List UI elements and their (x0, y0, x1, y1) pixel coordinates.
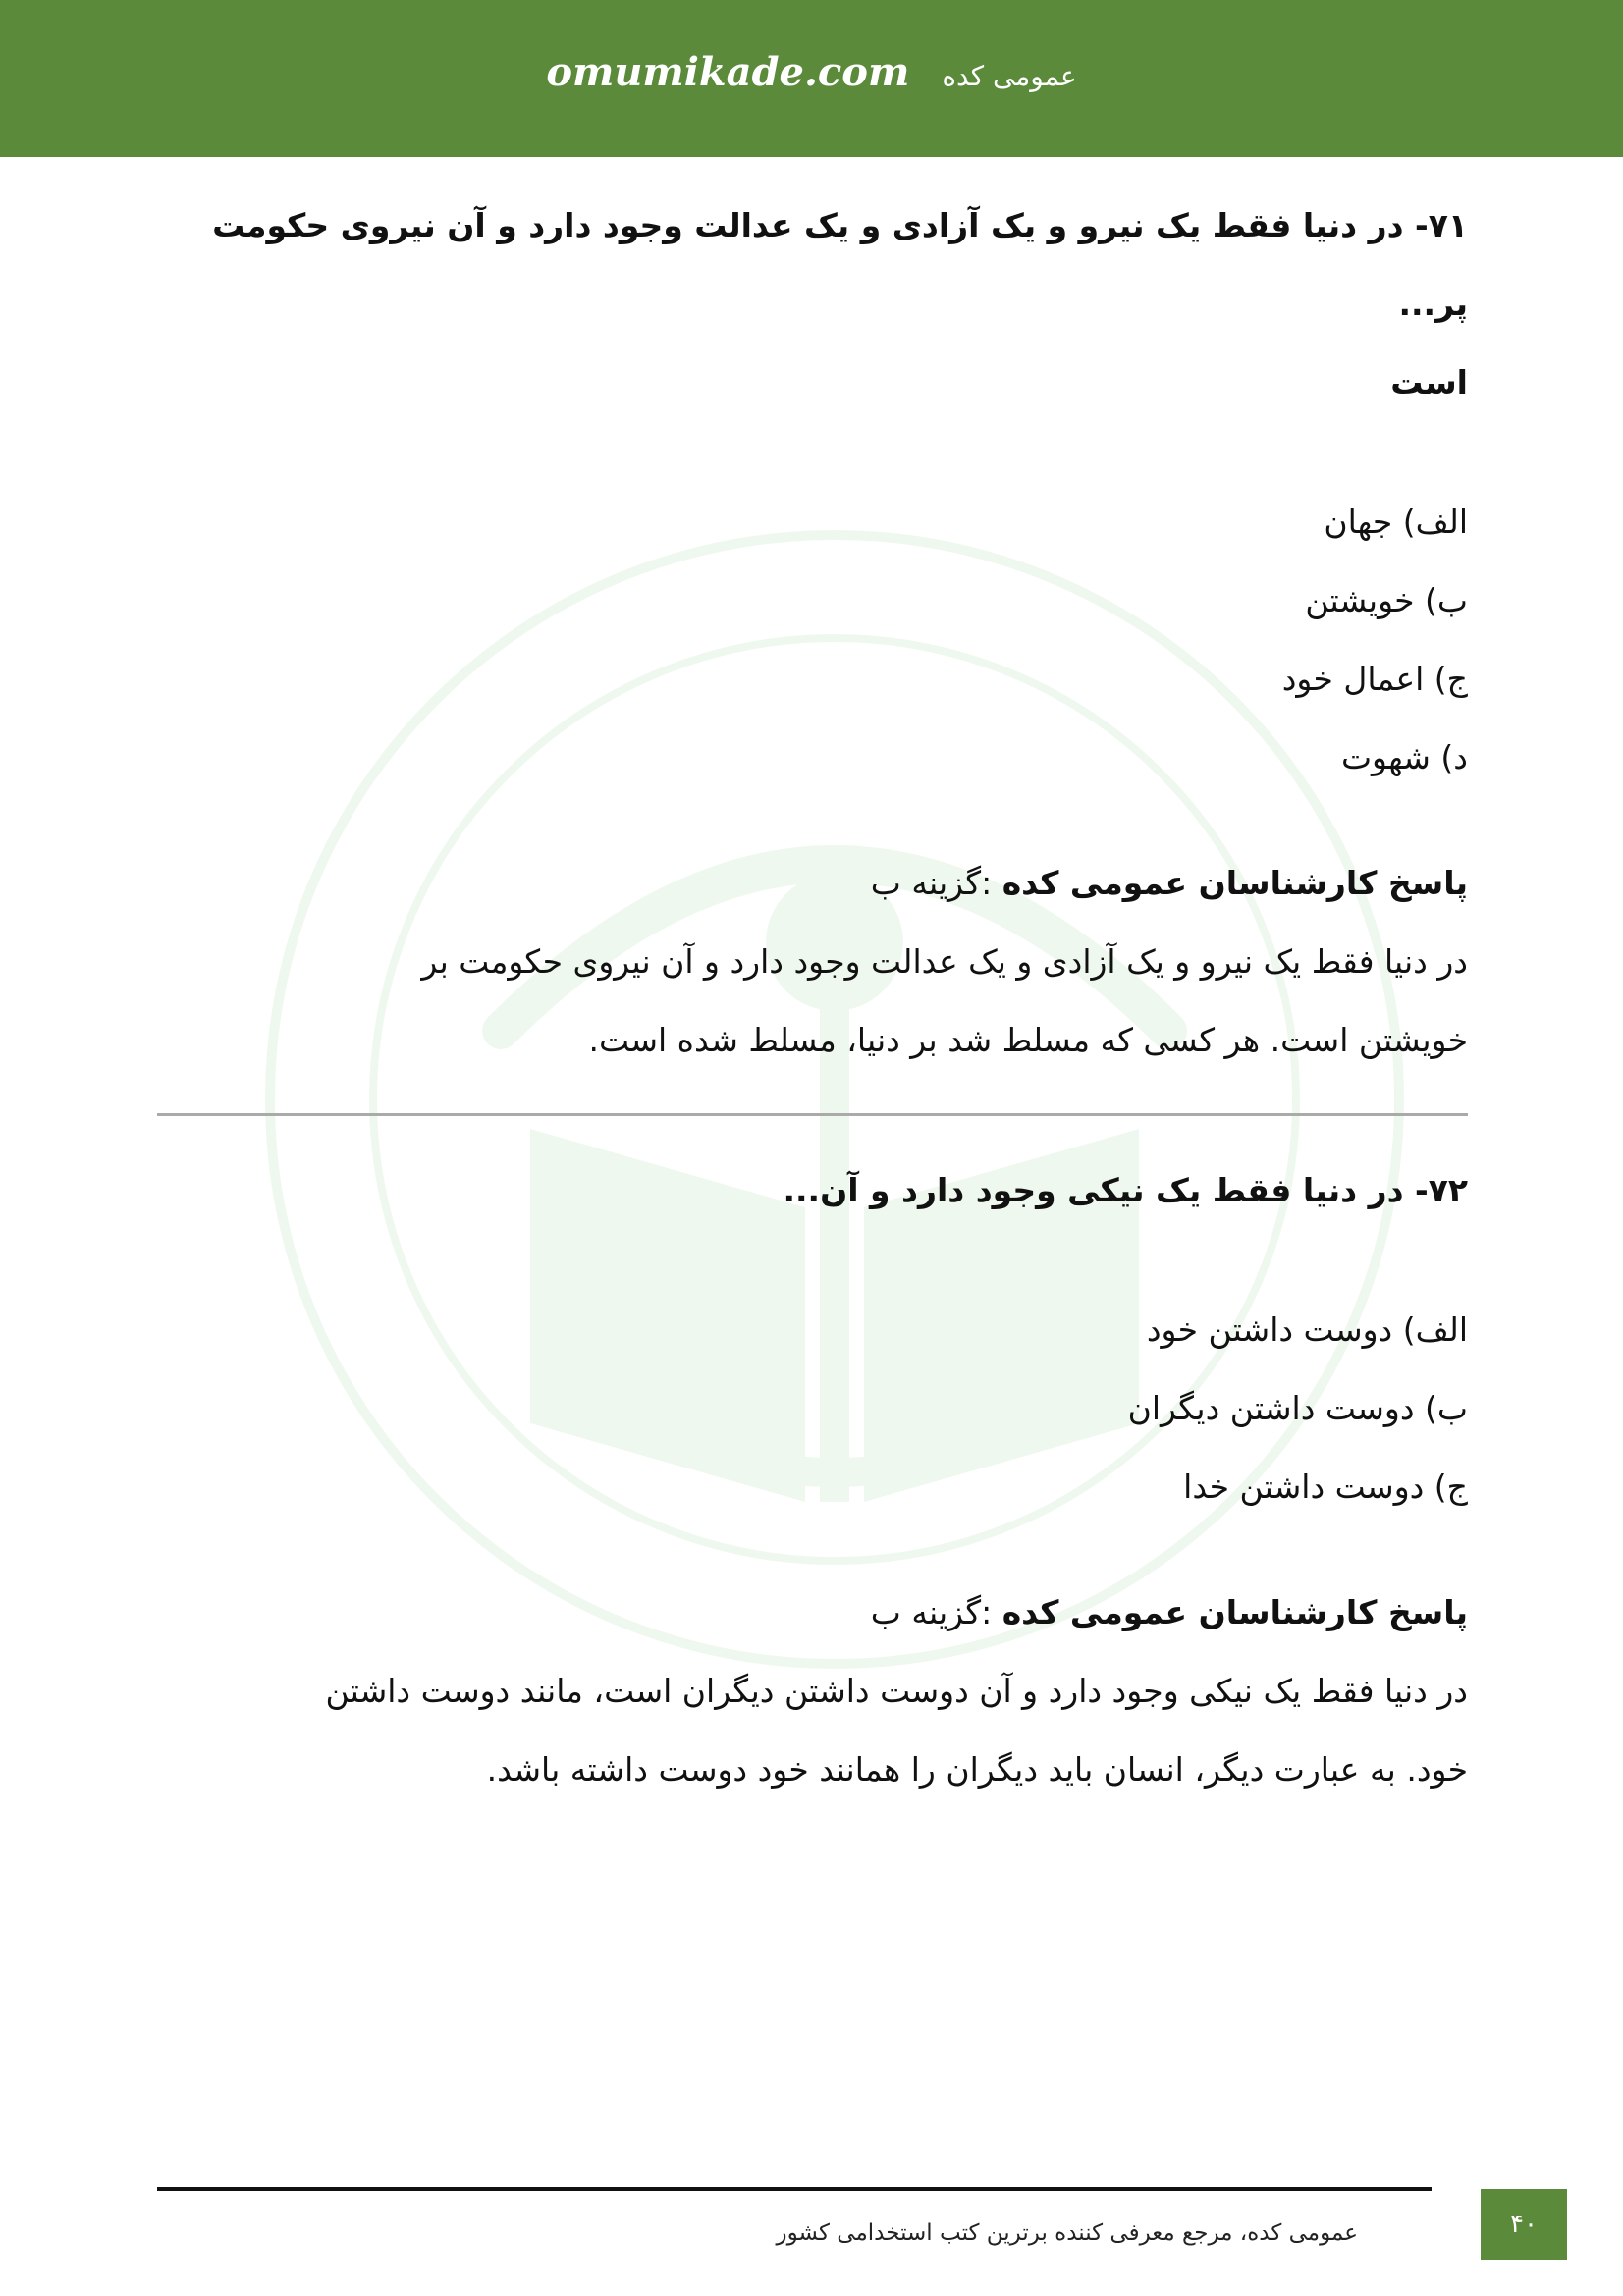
answer-lead: پاسخ کارشناسان عمومی کده (1001, 864, 1468, 902)
answer-block (157, 1574, 1468, 1809)
page-content (157, 187, 1468, 1809)
answer-block (157, 844, 1468, 1080)
site-url: omumikade.com (546, 49, 910, 95)
question-title (157, 187, 1468, 422)
answer-explanation (157, 923, 1468, 1080)
option-item: الف) دوست داشتن خود (1146, 1310, 1468, 1349)
answer-choice: :گزینه ب (870, 864, 993, 902)
answer-explanation (157, 1652, 1468, 1809)
option-item: ب) خویشتن (1305, 581, 1468, 619)
answer-heading (157, 844, 1468, 923)
answer-heading (157, 1574, 1468, 1652)
page-number: ۴۰ (1481, 2189, 1567, 2260)
options-list (157, 483, 1468, 797)
question-title-line: ۷۲- در دنیا فقط یک نیکی وجود دارد و آن... (783, 1171, 1468, 1209)
question-title-line: ۷۱- در دنیا فقط یک نیرو و یک آزادی و یک عدالت وجود دارد و آن نیروی حکومت پر... (212, 206, 1468, 323)
question-title-line: است (1390, 363, 1468, 401)
footer-tagline: عمومی کده، مرجع معرفی کننده برترین کتب استخدامی کشور (776, 2220, 1358, 2246)
option-item: د) شهوت (1340, 738, 1468, 776)
question-72 (157, 1151, 1468, 1809)
option-item: ب) دوست داشتن دیگران (1127, 1389, 1468, 1427)
question-71 (157, 187, 1468, 1080)
explanation-line: خویشتن است. هر کسی که مسلط شد بر دنیا، مسلط شده است. (588, 1021, 1468, 1059)
footer-rule (157, 2187, 1432, 2191)
answer-choice: :گزینه ب (870, 1593, 993, 1631)
answer-lead: پاسخ کارشناسان عمومی کده (1001, 1593, 1468, 1631)
question-title (157, 1151, 1468, 1230)
option-item: ج) دوست داشتن خدا (1183, 1468, 1468, 1506)
explanation-line: خود. به عبارت دیگر، انسان باید دیگران را همانند خود دوست داشته باشد. (486, 1750, 1468, 1789)
explanation-line: در دنیا فقط یک نیکی وجود دارد و آن دوست داشتن دیگران است، مانند دوست داشتن (325, 1672, 1468, 1710)
option-item: الف) جهان (1324, 503, 1468, 541)
explanation-line: در دنیا فقط یک نیرو و یک آزادی و یک عدالت وجود دارد و آن نیروی حکومت بر (421, 942, 1468, 981)
header-title (0, 49, 1623, 95)
question-separator (157, 1113, 1468, 1116)
option-item: ج) اعمال خود (1281, 660, 1468, 698)
options-list (157, 1291, 1468, 1526)
header-band (0, 0, 1623, 157)
site-name: عمومی کده (942, 60, 1077, 92)
